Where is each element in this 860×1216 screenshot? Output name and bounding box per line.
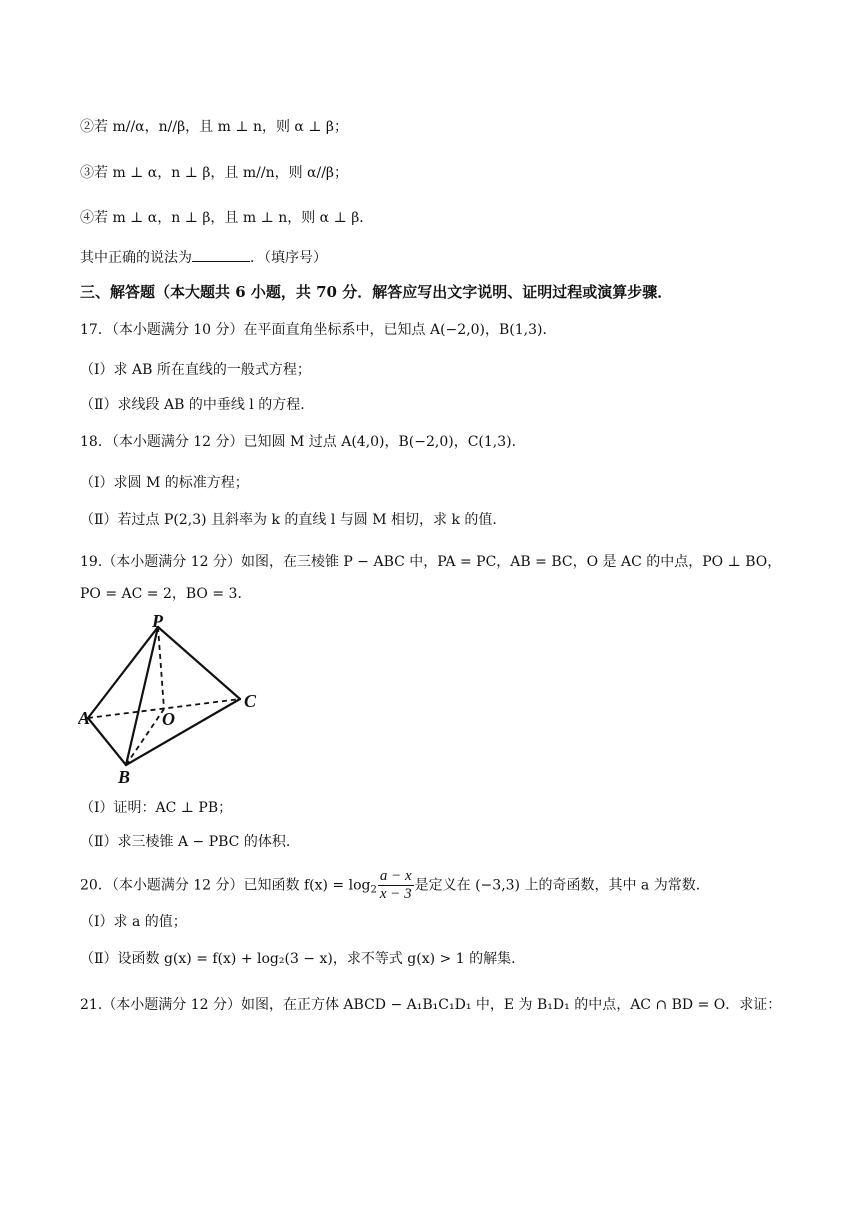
q17-stem: 17．（本小题满分 10 分）在平面直角坐标系中，已知点 A(−2,0)，B(1,3)． xyxy=(80,322,557,338)
q18-part-1: （Ⅰ）求圆 M 的标准方程； xyxy=(80,475,249,491)
q16-statement-3: ③若 m ⊥ α，n ⊥ β，且 m//n，则 α//β； xyxy=(80,165,349,181)
q18-stem: 18．（本小题满分 12 分）已知圆 M 过点 A(4,0)，B(−2,0)，C(1,3)． xyxy=(80,434,526,450)
q19-part-2: （Ⅱ）求三棱锥 A − PBC 的体积. xyxy=(80,834,291,850)
q19-stem-cont: PO = AC = 2，BO = 3． xyxy=(80,586,252,602)
q16-answer-prompt xyxy=(80,247,800,268)
q17-part-1: （Ⅰ）求 AB 所在直线的一般式方程； xyxy=(80,362,311,378)
edge-PC xyxy=(158,627,240,699)
label-A: A xyxy=(78,708,91,728)
q20-numerator: a − x xyxy=(379,868,412,884)
q20-part-2: （Ⅱ）设函数 g(x) = f(x) + log₂(3 − x)，求不等式 g(x) > 1 的解集. xyxy=(80,951,516,967)
q17-part-2: （Ⅱ）求线段 AB 的中垂线 l 的方程. xyxy=(80,397,305,413)
q20-stem-post: 是定义在 (−3,3) 上的奇函数，其中 a 为常数. xyxy=(414,877,701,894)
q21-stem: 21.（本小题满分 12 分）如图，在正方体 ABCD − A₁B₁C₁D₁ 中，E 为 B₁D₁ 的中点，AC ∩ BD = O．求证： xyxy=(80,997,782,1013)
label-B: B xyxy=(118,767,131,787)
q19-stem: 19.（本小题满分 12 分）如图，在三棱锥 P − ABC 中，PA = PC，AB = BC，O 是 AC 的中点，PO ⊥ BO， xyxy=(80,554,782,570)
segment-PO-dashed xyxy=(158,627,164,709)
answer-blank xyxy=(192,247,250,262)
label-O: O xyxy=(162,709,175,729)
label-P: P xyxy=(152,615,163,631)
label-C: C xyxy=(244,691,257,711)
pyramid-figure xyxy=(78,615,268,787)
q20-stem-pre: 20．（本小题满分 12 分）已知函数 f(x) = log xyxy=(80,877,371,894)
q16-statement-2: ②若 m//α，n//β，且 m ⊥ n，则 α ⊥ β； xyxy=(80,119,349,135)
q16-statement-4: ④若 m ⊥ α，n ⊥ β，且 m ⊥ n，则 α ⊥ β． xyxy=(80,210,374,226)
q20-denominator: x − 3 xyxy=(379,886,412,902)
q20-fraction xyxy=(378,868,414,903)
q20-stem xyxy=(80,868,800,902)
q16-prompt-tail: ．（填序号） xyxy=(250,250,327,266)
q19-part-1: （Ⅰ）证明：AC ⊥ PB； xyxy=(80,800,233,816)
q16-prompt-text: 其中正确的说法为 xyxy=(80,250,192,266)
edge-BC xyxy=(126,699,240,765)
q20-part-1: （Ⅰ）求 a 的值； xyxy=(80,914,187,930)
section-heading-3: 三、解答题（本大题共 6 小题，共 70 分．解答应写出文字说明、证明过程或演算步骤． xyxy=(80,283,673,301)
edge-AB xyxy=(88,718,126,765)
q20-log-base: 2 xyxy=(370,884,377,896)
q18-part-2: （Ⅱ）若过点 P(2,3) 且斜率为 k 的直线 l 与圆 M 相切，求 k 的值. xyxy=(80,512,497,528)
